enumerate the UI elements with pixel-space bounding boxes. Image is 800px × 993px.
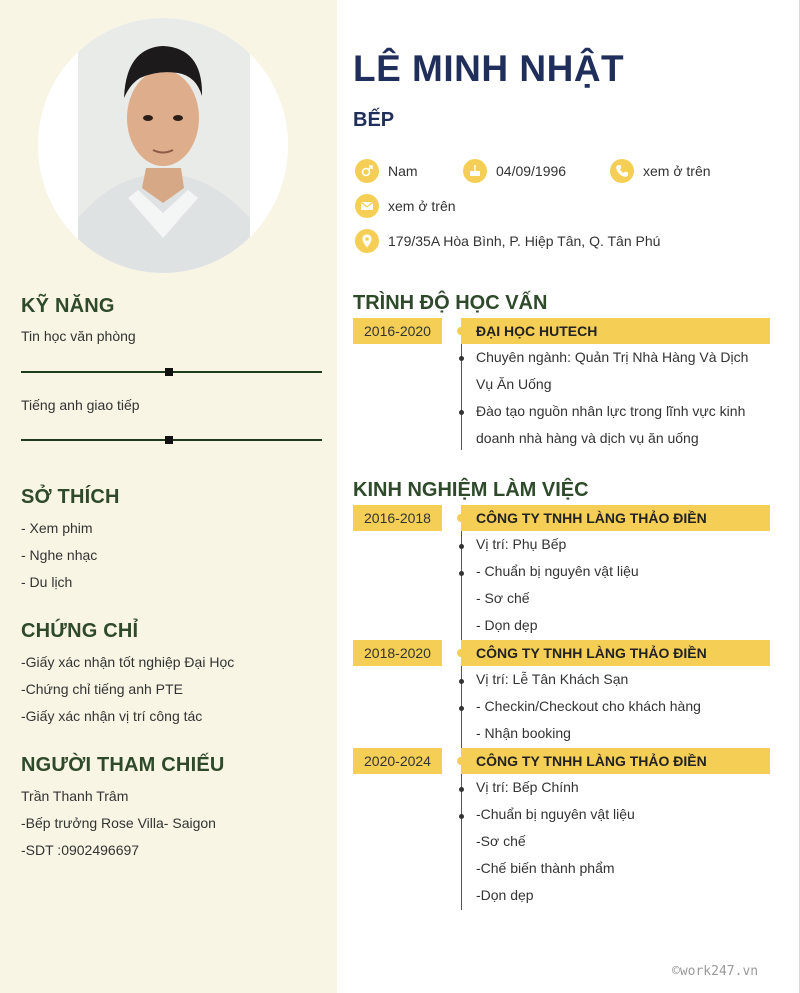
candidate-role: BẾP	[353, 109, 395, 131]
dob-value: 04/09/1996	[496, 163, 567, 179]
job-line: -Chuẩn bị nguyên vật liệu	[476, 806, 635, 822]
job-line: Vị trí: Phụ Bếp	[476, 536, 567, 552]
job-line: - Sơ chế	[476, 590, 530, 606]
birthday-cake-icon	[463, 159, 487, 183]
job-company-bar	[461, 748, 770, 774]
address-row	[355, 229, 660, 253]
reference-item: -Bếp trưởng Rose Villa- Saigon	[21, 815, 216, 831]
skill-level-marker	[165, 368, 173, 376]
job-company-bar	[461, 640, 770, 666]
skill-level-bar	[21, 439, 322, 441]
job-line: Vị trí: Bếp Chính	[476, 779, 579, 795]
candidate-name: LÊ MINH NHẬT	[353, 48, 625, 89]
hobby-item: - Nghe nhạc	[21, 547, 98, 563]
education-school-bar	[461, 318, 770, 344]
gender-icon	[355, 159, 379, 183]
sidebar	[0, 0, 337, 993]
timeline-dot	[457, 327, 465, 335]
job-line: - Checkin/Checkout cho khách hàng	[476, 698, 701, 714]
gender-value: Nam	[388, 163, 418, 179]
job-line: -Sơ chế	[476, 833, 526, 849]
bullet-dot	[459, 544, 464, 549]
bullet-dot	[459, 356, 464, 361]
job-line: - Chuẩn bị nguyên vật liệu	[476, 563, 639, 579]
certificate-item: -Giấy xác nhận vị trí công tác	[21, 708, 203, 724]
education-line: Vụ Ăn Uống	[476, 376, 552, 392]
bullet-dot	[459, 706, 464, 711]
email-row	[355, 194, 456, 218]
profile-photo	[38, 18, 288, 273]
phone-row	[610, 159, 711, 183]
references-title: NGƯỜI THAM CHIẾU	[21, 754, 225, 776]
email-icon	[355, 194, 379, 218]
email-value: xem ở trên	[388, 198, 456, 214]
job-line: - Dọn dẹp	[476, 617, 538, 633]
phone-icon	[610, 159, 634, 183]
job-line: -Chế biến thành phẩm	[476, 860, 615, 876]
certificates-title: CHỨNG CHỈ	[21, 620, 139, 642]
certificate-item: -Chứng chỉ tiếng anh PTE	[21, 681, 183, 697]
job-period: 2016-2018	[353, 505, 442, 531]
hobbies-title: SỞ THÍCH	[21, 486, 120, 508]
skill-label: Tiếng anh giao tiếp	[21, 397, 140, 413]
reference-item: Trần Thanh Trâm	[21, 788, 129, 804]
gender-row	[355, 159, 418, 183]
job-company: CÔNG TY TNHH LÀNG THẢO ĐIỀN	[476, 645, 707, 661]
education-period: 2016-2020	[353, 318, 442, 344]
bullet-dot	[459, 814, 464, 819]
phone-value: xem ở trên	[643, 163, 711, 179]
job-line: -Dọn dẹp	[476, 887, 534, 903]
bullet-dot	[459, 571, 464, 576]
timeline-dot	[457, 757, 465, 765]
bullet-dot	[459, 410, 464, 415]
job-line: Vị trí: Lễ Tân Khách Sạn	[476, 671, 629, 687]
education-line: Đào tạo nguồn nhân lực trong lĩnh vực kinh	[476, 403, 746, 419]
education-line: doanh nhà hàng và dịch vụ ăn uống	[476, 430, 699, 446]
experience-title: KINH NGHIỆM LÀM VIỆC	[353, 479, 589, 501]
reference-item: -SDT :0902496697	[21, 842, 140, 858]
education-line: Chuyên ngành: Quản Trị Nhà Hàng Và Dịch	[476, 349, 749, 365]
job-period: 2020-2024	[353, 748, 442, 774]
skill-level-bar	[21, 371, 322, 373]
education-school: ĐẠI HỌC HUTECH	[476, 323, 598, 339]
hobby-item: - Du lịch	[21, 574, 73, 590]
education-title: TRÌNH ĐỘ HỌC VẤN	[353, 292, 548, 314]
bullet-dot	[459, 679, 464, 684]
hobby-item: - Xem phim	[21, 520, 93, 536]
timeline-dot	[457, 649, 465, 657]
job-period: 2018-2020	[353, 640, 442, 666]
job-company: CÔNG TY TNHH LÀNG THẢO ĐIỀN	[476, 510, 707, 526]
job-line: - Nhận booking	[476, 725, 571, 741]
job-company: CÔNG TY TNHH LÀNG THẢO ĐIỀN	[476, 753, 707, 769]
watermark: ©work247.vn	[672, 964, 759, 979]
map-pin-icon	[355, 229, 379, 253]
skills-title: KỸ NĂNG	[21, 295, 115, 317]
timeline-dot	[457, 514, 465, 522]
skill-level-marker	[165, 436, 173, 444]
job-company-bar	[461, 505, 770, 531]
dob-row	[463, 159, 566, 183]
certificate-item: -Giấy xác nhận tốt nghiệp Đại Học	[21, 654, 235, 670]
skill-label: Tin học văn phòng	[21, 328, 136, 344]
address-value: 179/35A Hòa Bình, P. Hiệp Tân, Q. Tân Phú	[388, 233, 661, 249]
bullet-dot	[459, 787, 464, 792]
